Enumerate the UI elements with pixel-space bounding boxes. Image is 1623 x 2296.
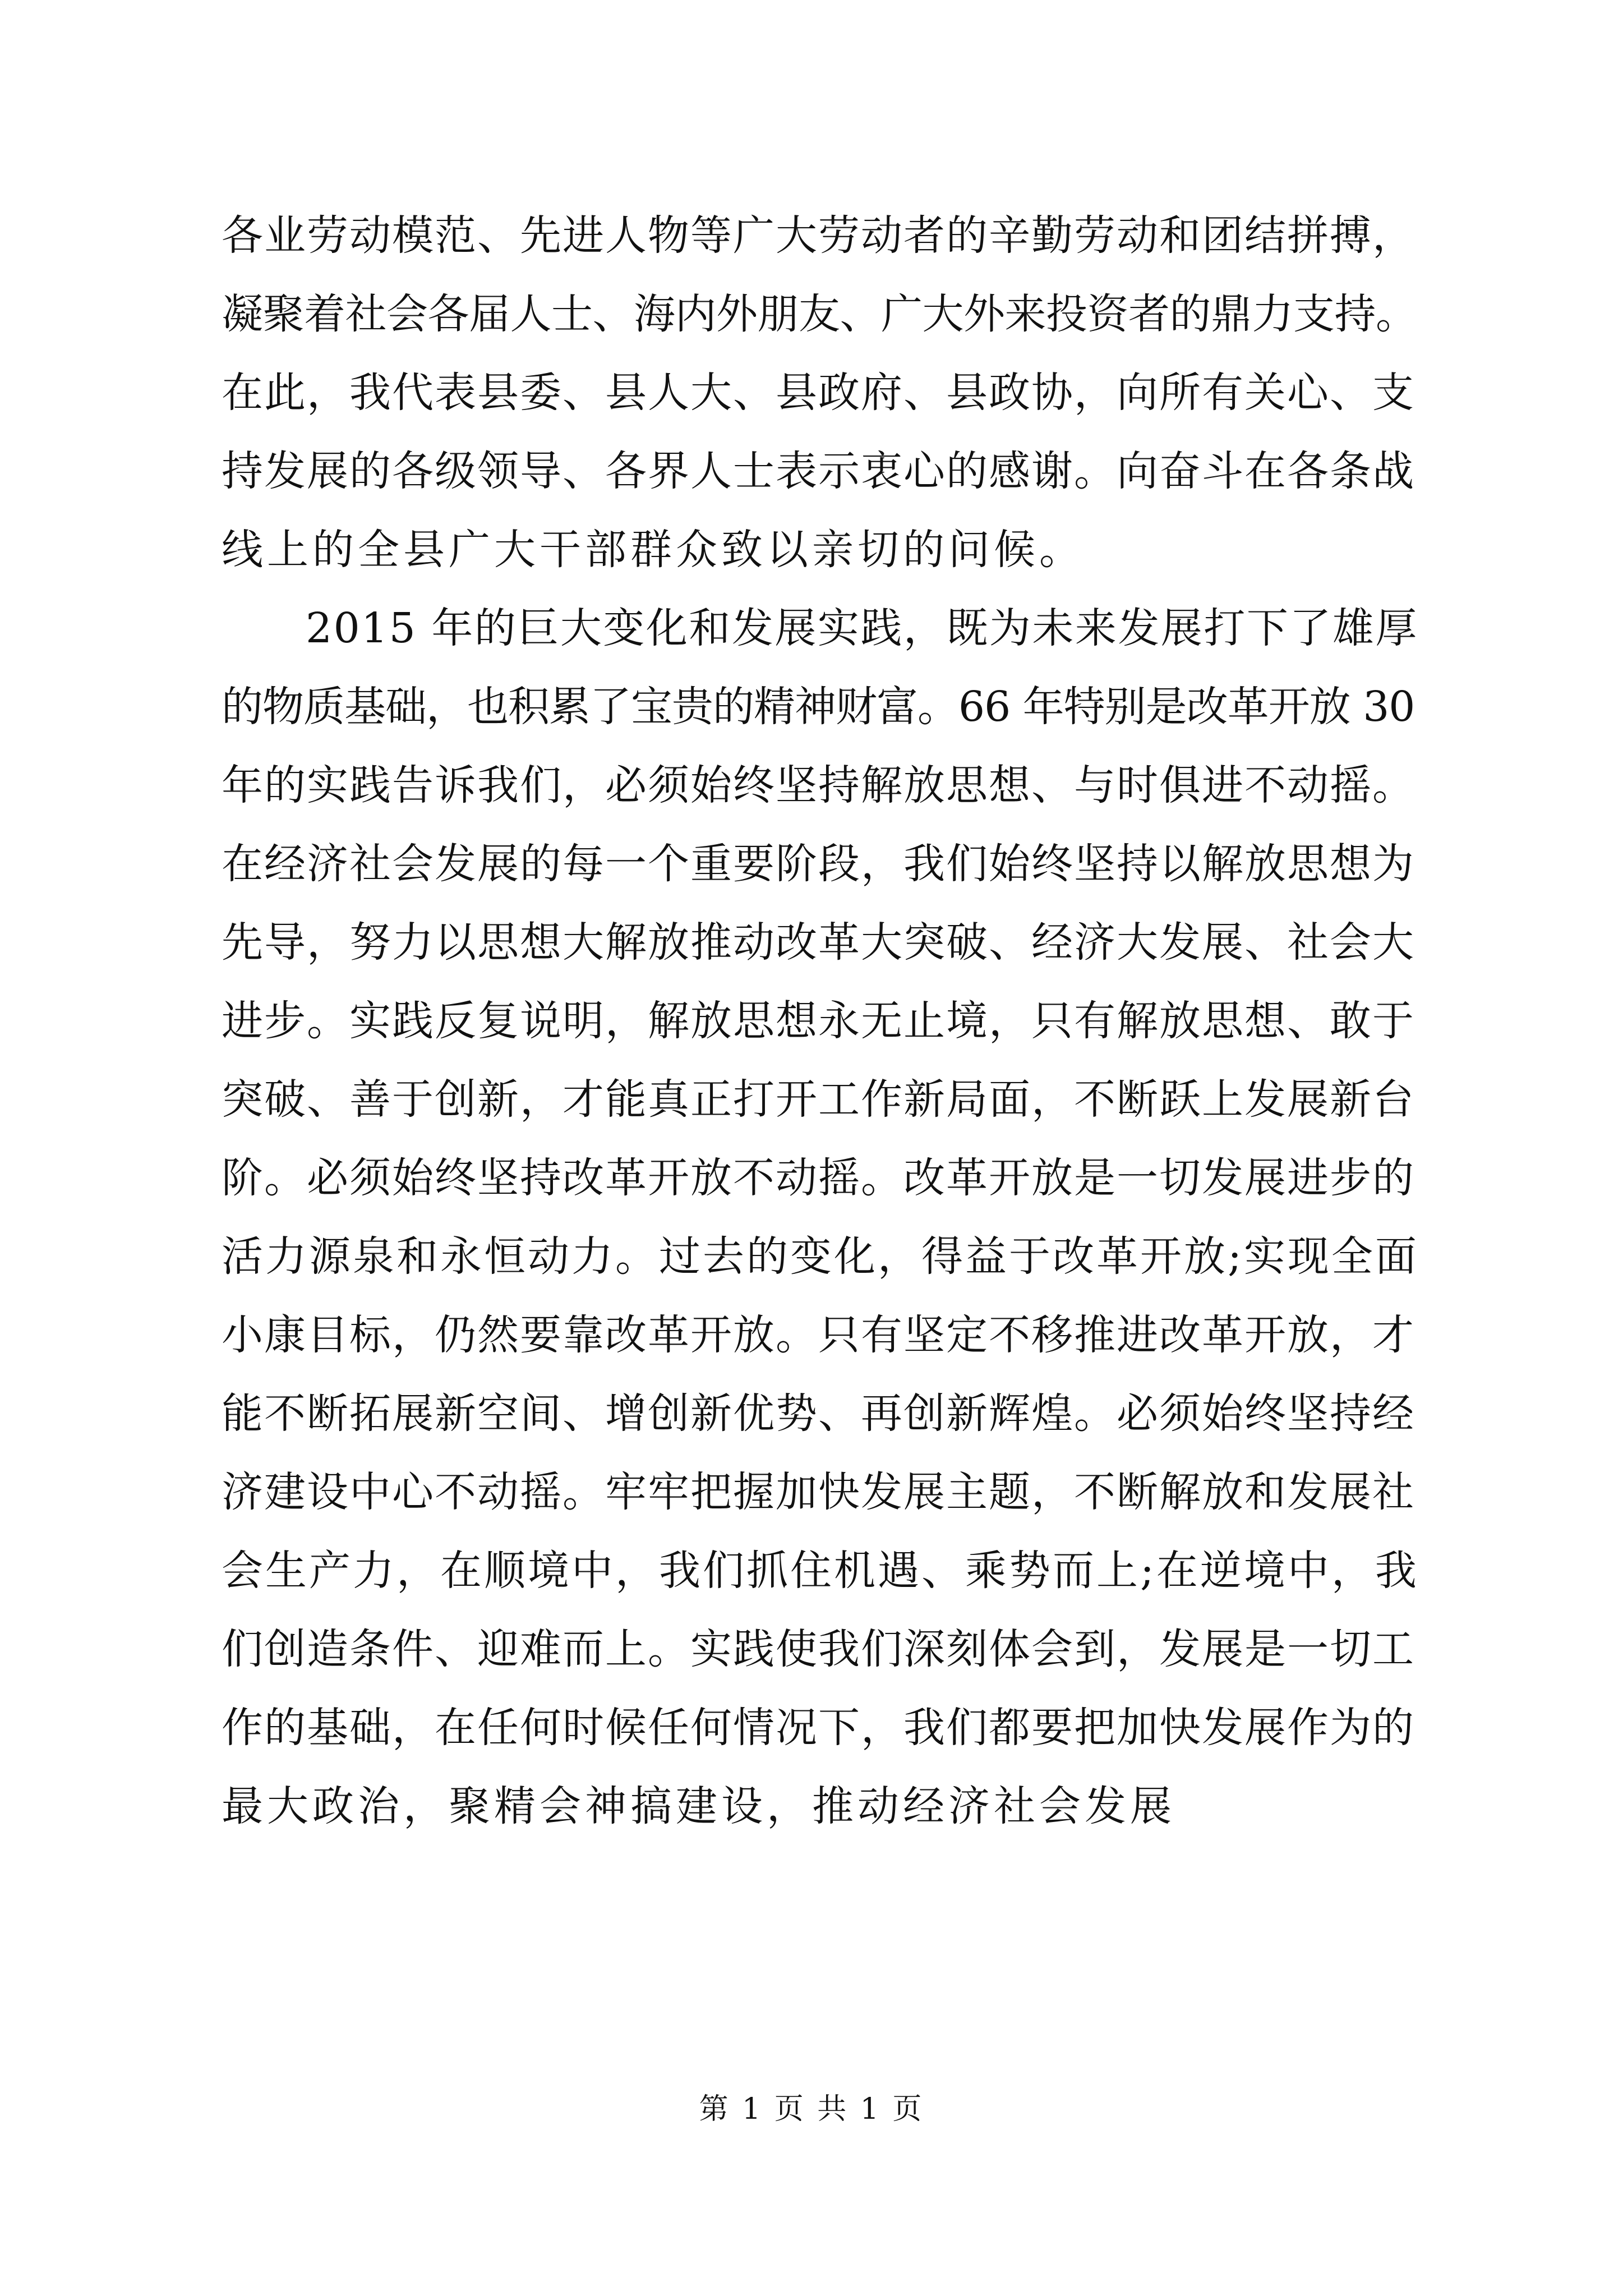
text-line: 小康目标，仍然要靠改革开放。只有坚定不移推进改革开放，才 (222, 1311, 1415, 1359)
document-body (222, 196, 1419, 1846)
text-line: 在经济社会发展的每一个重要阶段，我们始终坚持以解放思想为 (222, 840, 1415, 888)
page-footer: 第 1 页 共 1 页 (699, 2092, 924, 2126)
text-line: 2015 年的巨大变化和发展实践，既为未来发展打下了雄厚 (306, 604, 1418, 652)
text-line: 阶。必须始终坚持改革开放不动摇。改革开放是一切发展进步的 (222, 1154, 1415, 1202)
text-line: 先导，努力以思想大解放推动改革大突破、经济大发展、社会大 (222, 918, 1415, 967)
text-line: 线上的全县广大干部群众致以亲切的问候。 (222, 526, 1085, 574)
text-line: 济建设中心不动摇。牢牢把握加快发展主题，不断解放和发展社 (222, 1468, 1415, 1516)
text-line: 活力源泉和永恒动力。过去的变化，得益于改革开放;实现全面 (222, 1232, 1419, 1281)
text-line: 们创造条件、迎难而上。实践使我们深刻体会到，发展是一切工 (222, 1625, 1415, 1673)
text-line: 最大政治，聚精会神搞建设，推动经济社会发展 (222, 1782, 1175, 1830)
text-line: 各业劳动模范、先进人物等广大劳动者的辛勤劳动和团结拼搏， (222, 211, 1415, 260)
text-line: 会生产力，在顺境中，我们抓住机遇、乘势而上;在逆境中，我 (222, 1547, 1419, 1595)
text-line: 作的基础，在任何时候任何情况下，我们都要把加快发展作为的 (222, 1704, 1415, 1752)
text-line: 突破、善于创新，才能真正打开工作新局面，不断跃上发展新台 (222, 1075, 1415, 1124)
text-line: 在此，我代表县委、县人大、县政府、县政协，向所有关心、支 (222, 369, 1415, 417)
text-line: 持发展的各级领导、各界人士表示衷心的感谢。向奋斗在各条战 (222, 447, 1415, 495)
text-line: 年的实践告诉我们，必须始终坚持解放思想、与时俱进不动摇。 (222, 761, 1415, 809)
text-line: 凝聚着社会各届人士、海内外朋友、广大外来投资者的鼎力支持。 (222, 290, 1417, 338)
text-line: 的物质基础，也积累了宝贵的精神财富。66 年特别是改革开放 30 (222, 683, 1415, 731)
text-line: 进步。实践反复说明，解放思想永无止境，只有解放思想、敢于 (222, 997, 1415, 1045)
text-line: 能不断拓展新空间、增创新优势、再创新辉煌。必须始终坚持经 (222, 1389, 1415, 1438)
